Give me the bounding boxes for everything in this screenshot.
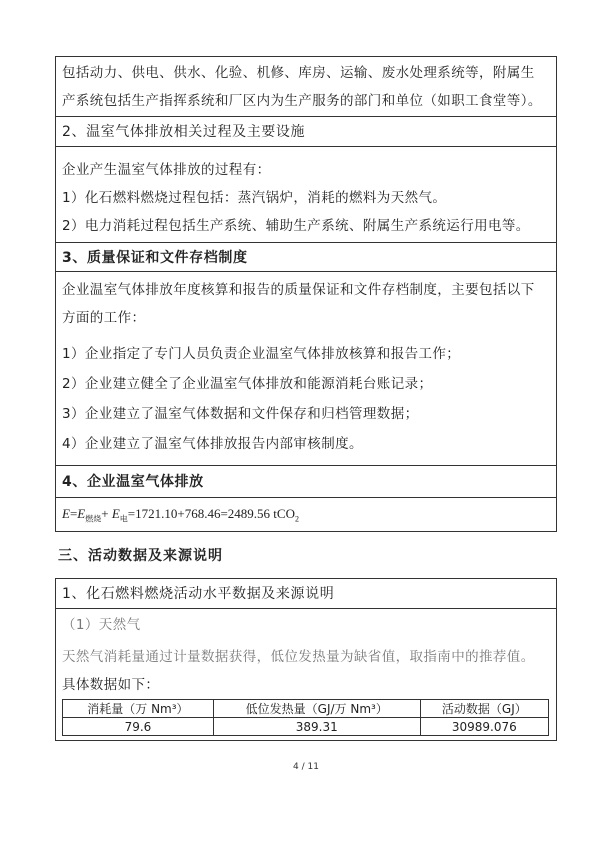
- section-4-body-row: [56, 497, 556, 532]
- section-3-intro-line-2: 方面的工作：: [62, 310, 146, 326]
- section-3-item-4: 4）企业建立了温室气体排放报告内部审核制度。: [62, 436, 363, 452]
- page-number: 4 / 11: [293, 762, 319, 772]
- activity-description: 天然气消耗量通过计量数据获得，低位发热量为缺省值，取指南中的推荐值。: [62, 649, 535, 665]
- section-3-item-3: 3）企业建立了温室气体数据和文件保存和归档管理数据；: [62, 406, 419, 422]
- section-2-title: 2、温室气体排放相关过程及主要设施: [62, 124, 306, 140]
- table-cell-activity-data: 30989.076: [420, 718, 548, 736]
- section-3-item-2: 2）企业建立健全了企业温室气体排放和能源消耗台账记录；: [62, 376, 433, 392]
- formula-e2: E: [111, 506, 120, 521]
- formula-e1: E: [77, 506, 86, 521]
- scope-line-1: 包括动力、供电、供水、化验、机修、库房、运输、废水处理系统等，附属生: [62, 65, 535, 81]
- table-header-row: [63, 700, 549, 718]
- formula-result: =1721.10+768.46=2489.56 tCO: [127, 506, 295, 521]
- section-2-body-row: [56, 146, 556, 242]
- formula-sub-combustion: 燃烧: [85, 514, 102, 524]
- section-3-intro-line-1: 企业温室气体排放年度核算和报告的质量保证和文件存档制度，主要包括以下: [62, 282, 535, 298]
- activity-header-row: [56, 578, 556, 608]
- section-3-title: 3、质量保证和文件存档制度: [62, 250, 248, 266]
- content-table: [55, 56, 557, 532]
- table-cell-consumption: 79.6: [63, 718, 214, 736]
- table-row: [63, 718, 549, 736]
- part-3-title: 三、活动数据及来源说明: [58, 548, 223, 564]
- scope-line-2: 产系统包括生产指挥系统和厂区内为生产服务的部门和单位（如职工食堂等）。: [62, 93, 542, 109]
- natural-gas-data-table: [62, 699, 549, 736]
- formula-sub-electric: 电: [119, 514, 128, 524]
- activity-table: [55, 578, 557, 741]
- section-4-header-row: [56, 465, 556, 497]
- section-2-header-row: [56, 116, 556, 146]
- activity-data-intro: 具体数据如下：: [62, 677, 160, 693]
- activity-subtitle: （1）天然气: [62, 617, 141, 633]
- table-cell-heat-value: 389.31: [213, 718, 420, 736]
- activity-title: 1、化石燃料燃烧活动水平数据及来源说明: [62, 586, 335, 602]
- formula-eq: =: [69, 506, 78, 521]
- table-header-cell: 低位发热量（GJ/万 Nm³）: [213, 700, 420, 718]
- section-3-body-row: [56, 271, 556, 465]
- activity-body-row: [56, 608, 556, 741]
- formula-plus: +: [101, 506, 112, 521]
- section-2-item-1: 1）化石燃料燃烧过程包括：蒸汽锅炉，消耗的燃料为天然气。: [62, 190, 447, 206]
- formula-sub-co2: 2: [294, 514, 299, 524]
- table-header-cell: 消耗量（万 Nm³）: [63, 700, 214, 718]
- table-header-cell: 活动数据（GJ）: [420, 700, 548, 718]
- section-2-item-2: 2）电力消耗过程包括生产系统、辅助生产系统、附属生产系统运行用电等。: [62, 218, 530, 234]
- section-2-intro: 企业产生温室气体排放的过程有：: [62, 162, 271, 178]
- section-3-header-row: [56, 242, 556, 271]
- section-3-item-1: 1）企业指定了专门人员负责企业温室气体排放核算和报告工作；: [62, 346, 461, 362]
- scope-row: [56, 56, 556, 116]
- formula-e: E: [62, 506, 70, 521]
- section-4-title: 4、企业温室气体排放: [62, 474, 204, 490]
- emission-formula: [56, 500, 556, 534]
